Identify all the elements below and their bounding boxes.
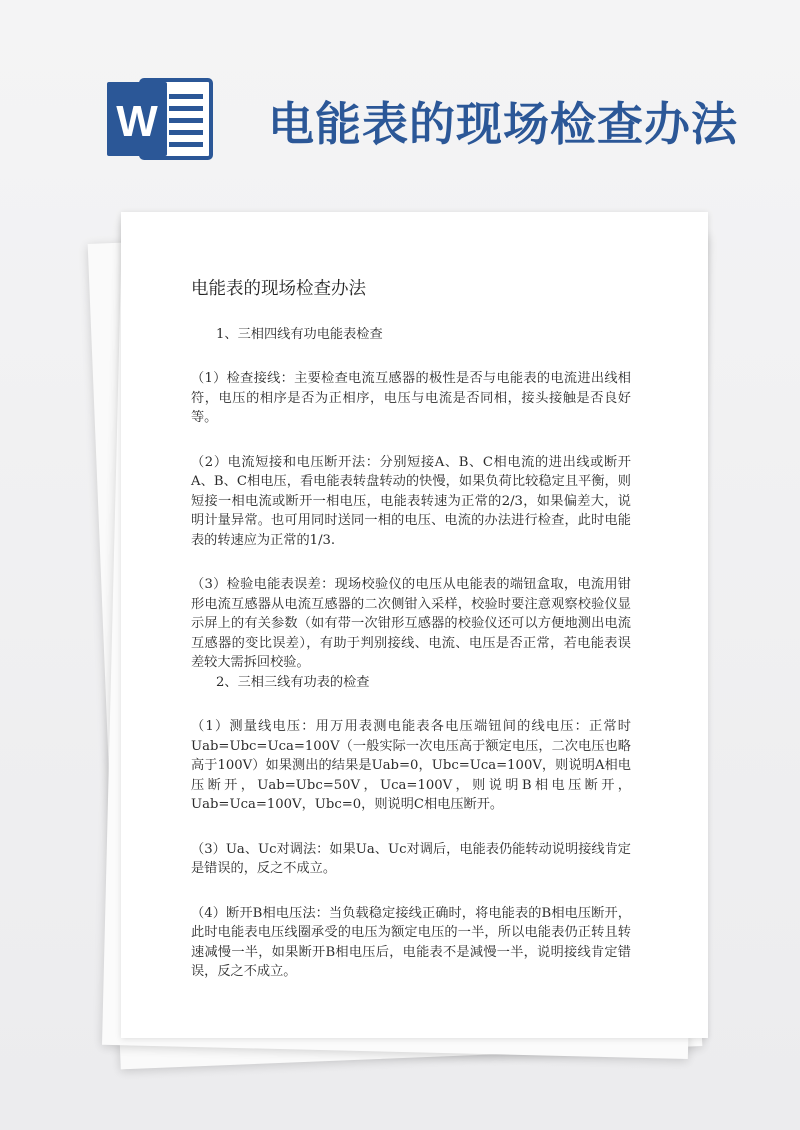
- paragraph: （1）测量线电压：用万用表测电能表各电压端钮间的线电压：正常时Uab=Ubc=Uca=100V（一般实际一次电压高于额定电压，二次电压也略高于100V）如果测出的结果是Uab=0，Ubc=Uca=100V，则说明A相电压断开，Uab=Ubc=50V，Uca=100V，则说明B相电压断开，Uab=Uca=100V，Ubc=0，则说明C相电压断开。: [191, 719, 631, 812]
- section-heading: 1、三相四线有功电能表检查: [216, 326, 383, 342]
- paragraph: （4）断开B相电压法：当负载稳定接线正确时，将电能表的B相电压断开，此时电能表电压线圈承受的电压为额定电压的一半，所以电能表仍正转且转速减慢一半，如果断开B相电压后，电能表不是減慢一半，说明接线肯定错误，反之不成立。: [191, 905, 631, 979]
- paragraph: （2）电流短接和电压断开法：分别短接A、B、C相电流的进出线或断开A、B、C相电压，看电能表转盘转动的快慢，如果负荷比较稳定且平衡，则短接一相电流或断开一相电压，电能表转速为正常的2/3，如果偏差大，说明计量异常。也可用同时送同一相的电压、电流的办法进行检查，此时电能表的转速应为正常的1/3.: [191, 454, 631, 548]
- paragraph: （3）检验电能表误差：现场校验仪的电压从电能表的端钮盒取，电流用钳形电流互感器从电流互感器的二次侧钳入采样，校验时要注意观察校验仪显示屏上的有关参数（如有带一次钳形互感器的校验仪还可以方便地测出电流互感器的变比误差），有助于判别接线、电流、电压是否正常，若电能表误差较大需拆回校验。: [191, 577, 631, 670]
- paragraph: （1）检查接线：主要检查电流互感器的极性是否与电能表的电流进出线相符，电压的相序是否为正相序，电压与电流是否同相，接头接触是否良好等。: [191, 371, 631, 425]
- page-title: 电能表的现场检查办法: [268, 97, 738, 151]
- document-sheet-front: [121, 212, 708, 1038]
- document-title: 电能表的现场检查办法: [191, 279, 366, 299]
- section-heading: 2、三相三线有功表的检查: [216, 674, 370, 690]
- document-content: [191, 280, 631, 982]
- word-document-icon: [107, 78, 213, 160]
- paragraph: （3）Ua、Uc对调法：如果Ua、Uc对调后，电能表仍能转动说明接线肯定是错误的，反之不成立。: [191, 841, 631, 876]
- word-logo-letter: W: [116, 97, 158, 146]
